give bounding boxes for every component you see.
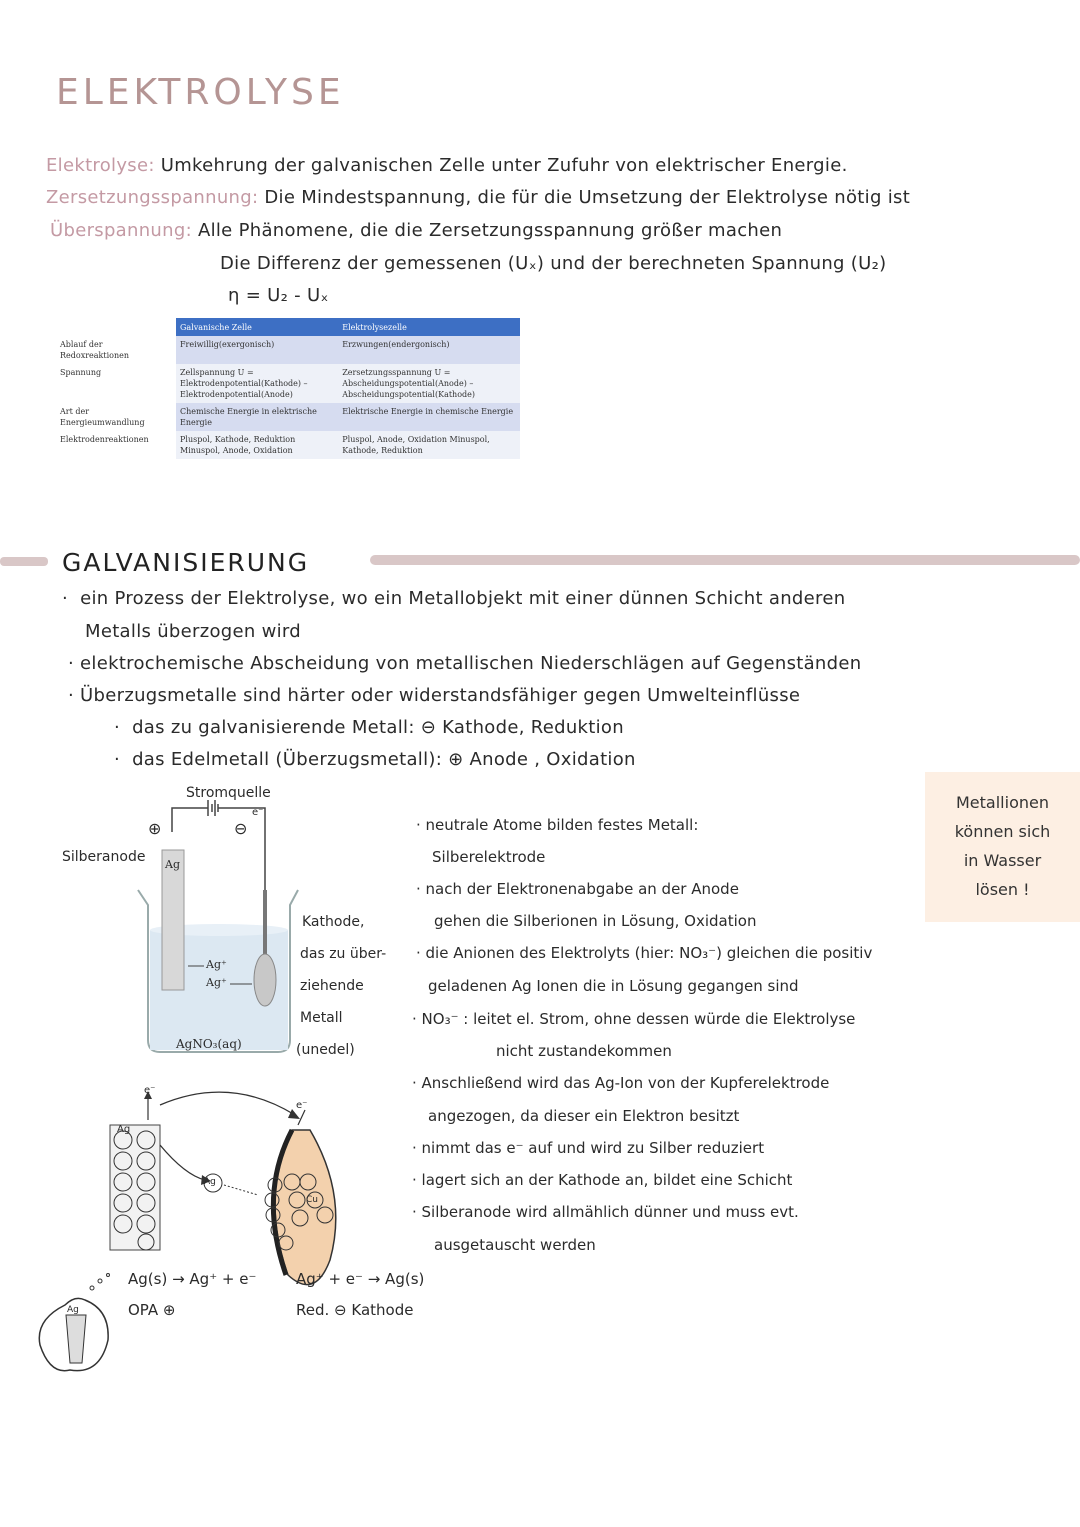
process-note: angezogen, da dieser ein Elektron besitzt [428,1107,740,1125]
table-header-empty [56,318,176,336]
cathode-equation: Ag⁺ + e⁻ → Ag(s) [296,1270,425,1288]
formula: η = U₂ - Uₓ [228,285,329,306]
table-cell: Pluspol, Anode, Oxidation Minuspol, Kathode, Reduktion [338,431,520,459]
bullet-text: elektrochemische Abscheidung von metallischen Niederschlägen auf Gegenständen [80,653,862,674]
ion-label: Ag⁺ [206,958,227,971]
minus-sign: ⊖ [234,819,248,838]
process-note: · die Anionen des Elektrolyts (hier: NO₃⁻) gleichen die positiv [416,944,873,962]
definition-text: Alle Phänomene, die die Zersetzungsspannung größer machen [197,220,783,241]
table-cell: Elektrodenreaktionen [56,431,176,459]
page-title: ELEKTROLYSE [56,72,345,113]
silver-lattice [110,1125,160,1250]
dissolving-anode-icon [39,1274,109,1371]
anode-equation: Ag(s) → Ag⁺ + e⁻ [128,1270,257,1288]
table-cell: Pluspol, Kathode, Reduktion Minuspol, Anode, Oxidation [176,431,338,459]
battery-icon [208,800,218,816]
term-label: Zersetzungsspannung: [46,187,259,208]
cathode-label: (unedel) [296,1042,355,1058]
sub-bullet-text: das Edelmetall (Überzugsmetall): ⊕ Anode , Oxidation [132,749,636,770]
table-cell: Elektrische Energie in chemische Energie [338,403,520,431]
anode-tag: OPA ⊕ [128,1301,176,1319]
bullet-item: · elektrochemische Abscheidung von metallischen Niederschlägen auf Gegenständen [68,653,862,674]
table-header: Galvanische Zelle [176,318,338,336]
comparison-table [56,318,520,459]
process-note: · lagert sich an der Kathode an, bildet eine Schicht [412,1171,793,1189]
table-row [56,364,520,403]
process-note: nicht zustandekommen [496,1042,672,1060]
table-header-row [56,318,520,336]
definition-text: Die Mindestspannung, die für die Umsetzung der Elektrolyse nötig ist [264,187,911,208]
sub-bullet: · das zu galvanisierende Metall: ⊖ Kathode, Reduktion [114,717,624,738]
sub-bullet: · das Edelmetall (Überzugsmetall): ⊕ Anode , Oxidation [114,749,636,770]
overvoltage-line2: Die Differenz der gemessenen (Uₓ) und der berechneten Spannung (U₂) [220,253,887,274]
term-label: Elektrolyse: [46,155,155,176]
table-cell: Chemische Energie in elektrische Energie [176,403,338,431]
bullet-continuation: Metalls überzogen wird [85,621,302,642]
lattice-ag-label: Ag [117,1124,131,1135]
silver-anode-label: Silberanode [62,849,146,865]
note-line: Metallionen [956,793,1049,812]
table-cell: Zersetzungsspannung U = Abscheidungspotential(Anode) – Abscheidungspotential(Kathode) [338,364,520,403]
note-line: lösen ! [975,880,1030,899]
cathode-label: Kathode, [302,914,365,930]
process-note: · Anschließend wird das Ag-Ion von der Kupferelektrode [412,1074,830,1092]
definition-zersetzungsspannung [46,187,910,208]
cathode-label: ziehende [300,978,364,994]
table-cell: Ablauf der Redoxreaktionen [56,336,176,364]
sub-bullet-text: das zu galvanisierende Metall: ⊖ Kathode, Reduktion [132,717,624,738]
section-title: GALVANISIERUNG [62,548,310,577]
table-cell: Freiwillig(exergonisch) [176,336,338,364]
bullet-item: · ein Prozess der Elektrolyse, wo ein Metallobjekt mit einer dünnen Schicht anderen [62,588,846,609]
silver-anode-plate [162,850,184,990]
bullet-item: · Überzugsmetalle sind härter oder widerstandsfähiger gegen Umwelteinflüsse [68,685,801,706]
table-cell: Spannung [56,364,176,403]
electrolysis-cell-diagram [100,780,310,1070]
process-note: Silberelektrode [432,848,546,866]
table-cell: Art der Energieumwandlung [56,403,176,431]
cathode-label: das zu über- [300,946,387,962]
lattice-cu-label: Cu [306,1195,318,1205]
sticky-note [925,772,1080,922]
process-note: · nimmt das e⁻ auf und wird zu Silber reduziert [412,1139,765,1157]
process-note: gehen die Silberionen in Lösung, Oxidation [434,912,757,930]
electrolyte-label: AgNO₃(aq) [176,1037,242,1051]
process-note: geladenen Ag Ionen die in Lösung gegangen sind [428,977,799,995]
copper-cathode [265,1130,336,1285]
process-note: ausgetauscht werden [434,1236,596,1254]
free-ion-ag-label: Ag [204,1177,216,1187]
bullet-text: ein Prozess der Elektrolyse, wo ein Metallobjekt mit einer dünnen Schicht anderen [80,588,846,609]
note-line: können sich [954,822,1051,841]
header-bar-left [0,557,48,566]
power-source-label: Stromquelle [186,785,271,801]
ion-label: Ag⁺ [206,976,227,989]
cathode-tag: Red. ⊖ Kathode [296,1301,414,1319]
table-row [56,403,520,431]
ion-transfer-diagram [30,1085,370,1375]
term-label: Überspannung: [50,220,192,241]
header-bar-right [370,555,1080,565]
electron-label: e⁻ [144,1085,156,1096]
note-line: in Wasser [963,851,1042,870]
plus-sign: ⊕ [148,819,162,838]
definition-text: Umkehrung der galvanischen Zelle unter Zufuhr von elektrischer Energie. [160,155,848,176]
bullet-text: Überzugsmetalle sind härter oder widerstandsfähiger gegen Umwelteinflüsse [80,685,801,706]
anode-bar-label: Ag [67,1305,79,1315]
table-row [56,431,520,459]
table-cell: Zellspannung U = Elektrodenpotential(Kathode) – Elektrodenpotential(Anode) [176,364,338,403]
cathode-label: Metall [300,1010,343,1026]
process-note: · NO₃⁻ : leitet el. Strom, ohne dessen würde die Elektrolyse [412,1010,856,1028]
electron-label: e⁻ [252,807,264,818]
process-note: · Silberanode wird allmählich dünner und muss evt. [412,1203,799,1221]
definition-elektrolyse [46,155,848,176]
table-cell: Erzwungen(endergonisch) [338,336,520,364]
definition-ueberspannung [50,220,782,241]
process-note: · nach der Elektronenabgabe an der Anode [416,880,739,898]
anode-symbol: Ag [165,858,180,871]
table-header: Elektrolysezelle [338,318,520,336]
table-row [56,336,520,364]
process-note: · neutrale Atome bilden festes Metall: [416,816,699,834]
electron-label: e⁻ [296,1100,308,1111]
